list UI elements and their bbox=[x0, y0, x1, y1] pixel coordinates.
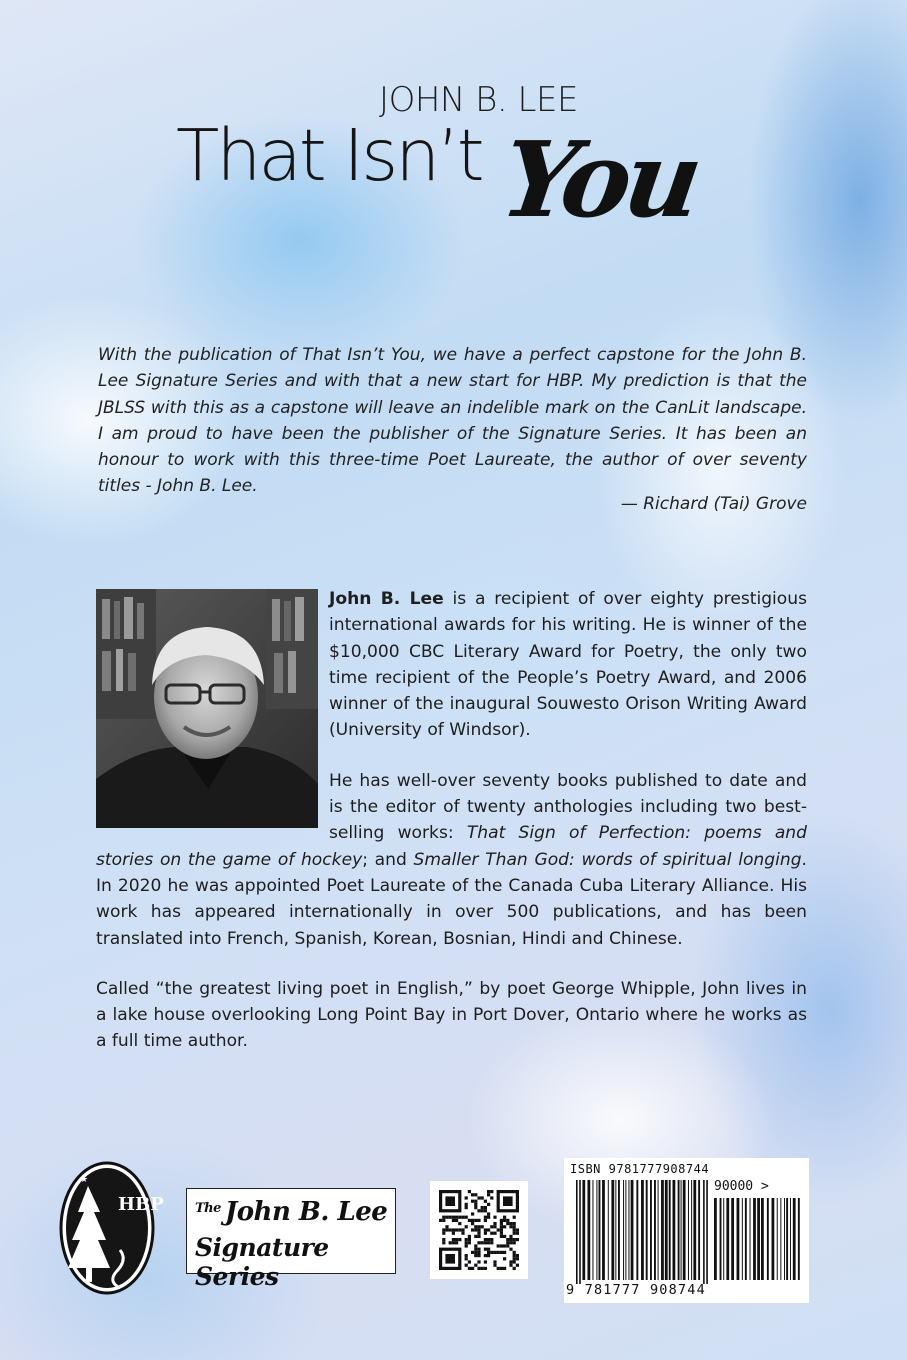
bio-author-name: John B. Lee bbox=[329, 589, 444, 609]
publisher-blurb: With the publication of That Isn’t You, we have a perfect capstone for the John B. Lee Signature Series and with that a new start for HBP. My prediction is that the JBLSS with this as a capstone will leave an indelible mark on the CanLit landscape. I am proud to have been the publisher of the Signature Series. It has been an honour to work with this three-time Poet Laureate, the author of over seventy titles - John B. Lee. bbox=[98, 345, 807, 497]
isbn-barcode-icon bbox=[564, 1158, 809, 1303]
hbp-tree-logo-icon bbox=[58, 1160, 164, 1296]
book-title-script: You bbox=[494, 118, 704, 241]
signature-series-logo: $^{The}$ John B. Lee Signature Series bbox=[186, 1188, 396, 1274]
publisher-logo-text: HBP bbox=[118, 1194, 164, 1215]
author-biography bbox=[96, 586, 807, 1079]
bio-book-title-1: That Sign of Perfection: poems and stories on the game of hockey bbox=[96, 823, 807, 870]
author-name: JOHN B. LEE bbox=[379, 80, 578, 120]
isbn-label: ISBN 9781777908744 bbox=[570, 1162, 710, 1176]
price-code: 90000 > bbox=[714, 1179, 769, 1194]
svg-text:★: ★ bbox=[80, 1175, 89, 1185]
book-title-main: That Isn’t bbox=[176, 114, 482, 197]
bio-book-title-2: Smaller Than God: words of spiritual longing bbox=[413, 849, 802, 870]
bio-paragraph-1: John B. Lee is a recipient of over eighty prestigious international awards for his writing. He is winner of the $10,000 CBC Literary Award for Poetry, the only two time recipient of the People’s Poetry Award, and 2006 winner of the inaugural Souwesto Orison Writing Award (University of Windsor). bbox=[329, 589, 807, 741]
bio-paragraph-2: He has well-over seventy books published to date and is the editor of twenty anthologies including two best-selling works: That Sign of Perfection: poems and stories on the game of hockey; and Smaller Than God: words of spiritual longing. In 2020 he was appointed Poet Laureate of the Canada Cuba Literary Alliance. His work has appeared internationally in over 500 publications, and has been translated into French, Spanish, Korean, Bosnian, Hindi and Chinese. bbox=[96, 770, 807, 949]
bio-paragraph-3: Called “the greatest living poet in English,” by poet George Whipple, John lives in a lake house overlooking Long Point Bay in Port Dover, Ontario where he works as a full time author. bbox=[96, 978, 807, 1052]
blurb-attribution: — Richard (Tai) Grove bbox=[620, 494, 807, 514]
qr-code-icon bbox=[430, 1181, 528, 1279]
isbn-digits: 9 781777 908744 bbox=[566, 1282, 706, 1298]
